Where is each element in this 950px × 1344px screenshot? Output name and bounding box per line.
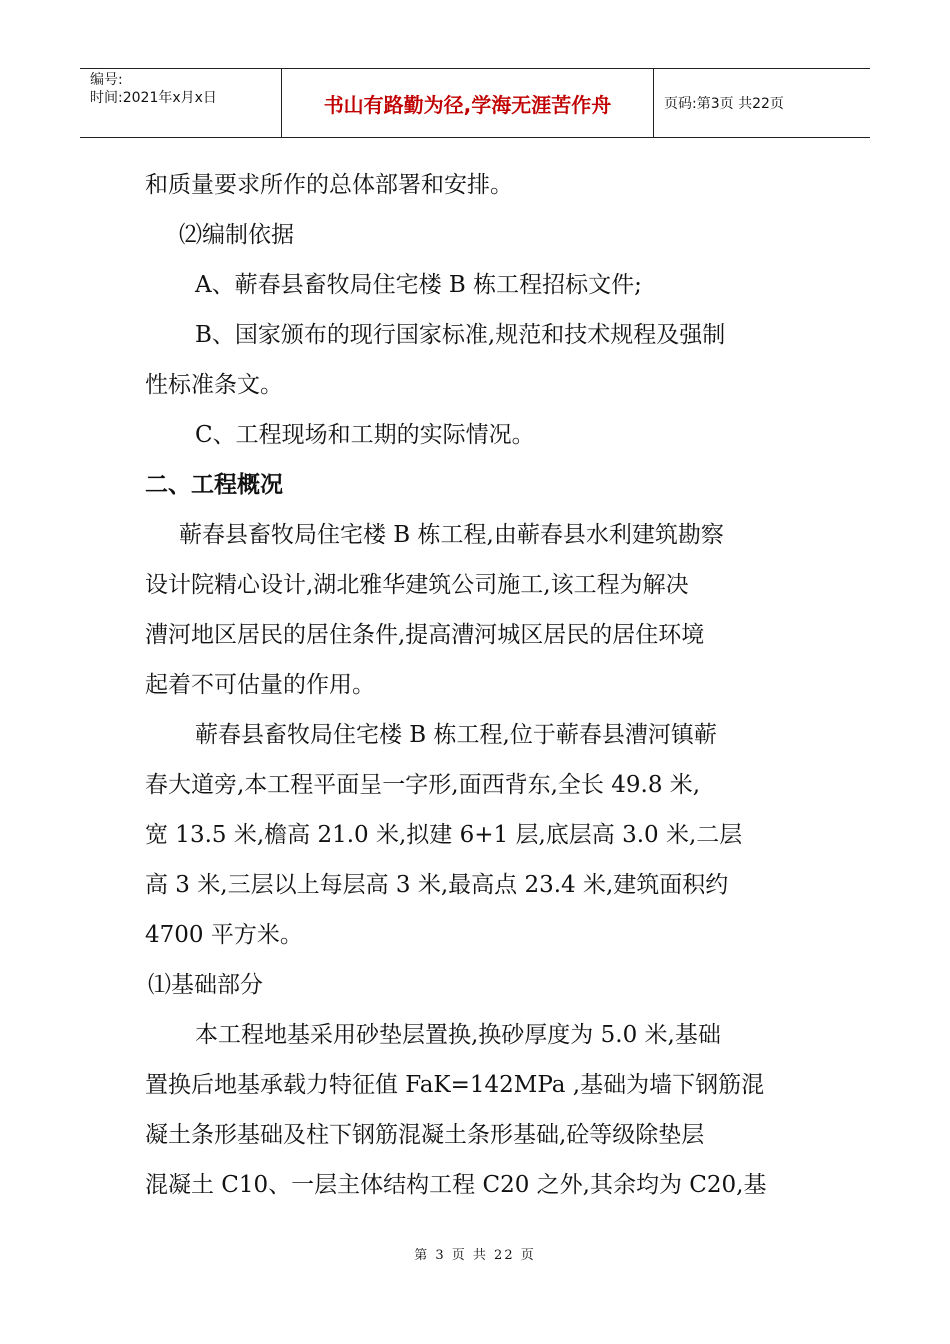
body-line: 凝土条形基础及柱下钢筋混凝土条形基础,砼等级除垫层 — [145, 1122, 705, 1148]
page-header — [80, 68, 870, 138]
body-line: 高 3 米,三层以上每层高 3 米,最高点 23.4 米,建筑面积约 — [145, 872, 729, 898]
header-page-info: 页码:第3页 共22页 — [664, 96, 784, 112]
body-line: 漕河地区居民的居住条件,提高漕河城区居民的居住环境 — [145, 622, 705, 648]
document-number: 编号: — [90, 72, 123, 88]
body-line: 蕲春县畜牧局住宅楼 B 栋工程,由蕲春县水利建筑勘察 — [179, 522, 724, 548]
body-line: 起着不可估量的作用。 — [145, 672, 375, 698]
body-line: 混凝土 C10、一层主体结构工程 C20 之外,其余均为 C20,基 — [145, 1172, 767, 1198]
body-line: 本工程地基采用砂垫层置换,换砂厚度为 5.0 米,基础 — [195, 1022, 721, 1048]
header-motto: 书山有路勤为径,学海无涯苦作舟 — [282, 69, 654, 137]
body-line: 蕲春县畜牧局住宅楼 B 栋工程,位于蕲春县漕河镇蕲 — [195, 722, 717, 748]
document-body — [145, 160, 815, 1210]
section-heading: 二、工程概况 — [145, 472, 283, 498]
document-date: 时间:2021年x月x日 — [90, 90, 217, 106]
body-line: 性标准条文。 — [145, 372, 283, 398]
body-line: 春大道旁,本工程平面呈一字形,面西背东,全长 49.8 米, — [145, 772, 701, 798]
body-line: 4700 平方米。 — [145, 922, 303, 948]
section-subheading: ⑵编制依据 — [179, 222, 294, 248]
section-subheading: ⑴基础部分 — [148, 972, 263, 998]
body-line: C、工程现场和工期的实际情况。 — [195, 422, 535, 448]
page-footer: 第 3 页 共 22 页 — [414, 1248, 536, 1263]
body-line: 置换后地基承载力特征值 FaK=142MPa ,基础为墙下钢筋混 — [145, 1072, 765, 1098]
body-line: 设计院精心设计,湖北雅华建筑公司施工,该工程为解决 — [145, 572, 689, 598]
body-line: 和质量要求所作的总体部署和安排。 — [145, 172, 513, 198]
body-line: B、国家颁布的现行国家标准,规范和技术规程及强制 — [195, 322, 726, 348]
body-line: A、蕲春县畜牧局住宅楼 B 栋工程招标文件; — [195, 272, 642, 298]
body-line: 宽 13.5 米,檐高 21.0 米,拟建 6+1 层,底层高 3.0 米,二层 — [145, 822, 743, 848]
header-meta — [80, 69, 282, 137]
